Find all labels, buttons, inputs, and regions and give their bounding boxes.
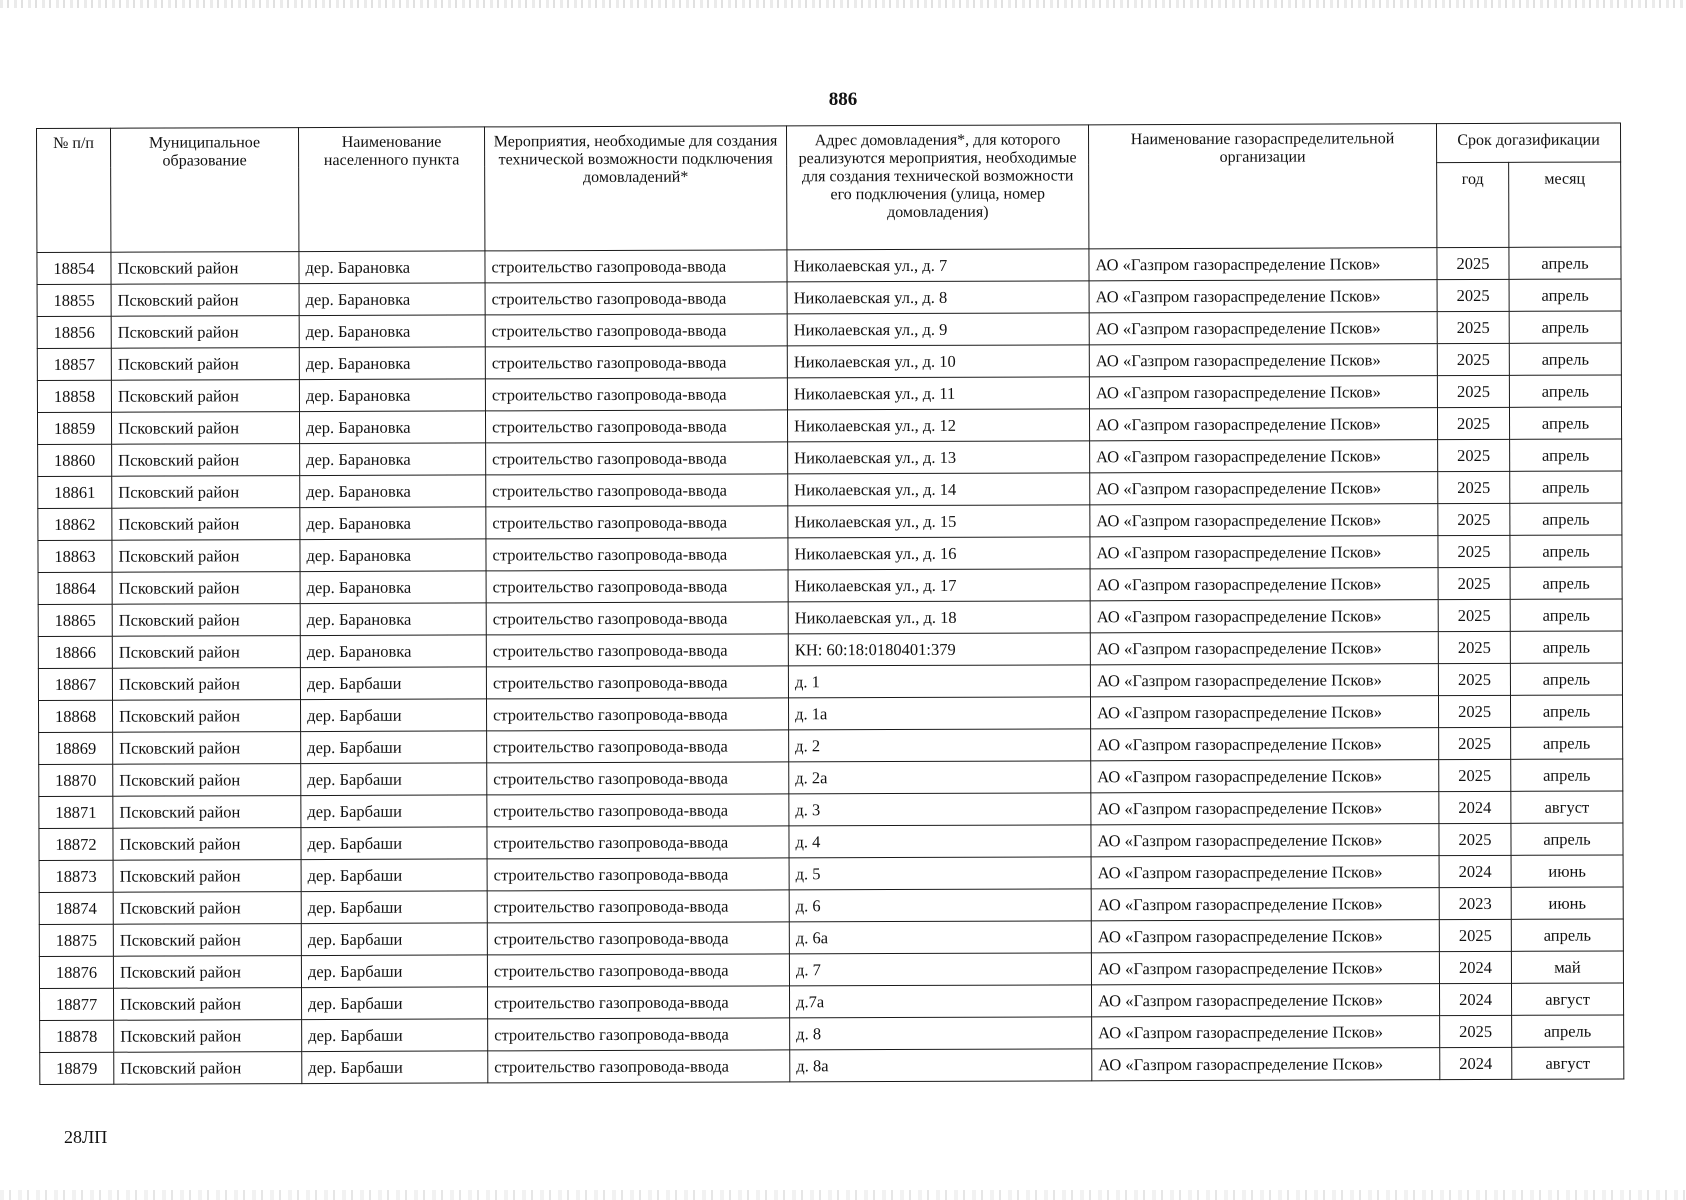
cell-year: 2025 [1437, 311, 1509, 343]
table-body [37, 247, 1624, 1085]
cell-month: август [1512, 1047, 1624, 1079]
cell-settlement: дер. Барбаши [301, 955, 487, 988]
cell-year: 2025 [1437, 279, 1509, 311]
cell-organization: АО «Газпром газораспределение Псков» [1090, 536, 1438, 569]
cell-address: Николаевская ул., д. 10 [787, 345, 1089, 378]
cell-measure: строительство газопровода-ввода [487, 858, 789, 891]
cell-address: д. 1а [788, 697, 1090, 730]
cell-num: 18860 [38, 444, 112, 476]
cell-settlement: дер. Барбаши [302, 987, 488, 1020]
cell-municipality: Псковский район [111, 284, 299, 317]
cell-organization: АО «Газпром газораспределение Псков» [1090, 600, 1438, 633]
cell-measure: строительство газопровода-ввода [485, 378, 787, 411]
cell-measure: строительство газопровода-ввода [486, 570, 788, 603]
cell-measure: строительство газопровода-ввода [485, 282, 787, 315]
cell-month: апрель [1511, 759, 1623, 791]
cell-address: Николаевская ул., д. 7 [787, 249, 1089, 282]
cell-settlement: дер. Барановка [299, 315, 485, 348]
cell-settlement: дер. Барбаши [300, 699, 486, 732]
cell-num: 18873 [39, 860, 113, 892]
cell-settlement: дер. Барановка [300, 571, 486, 604]
cell-month: апрель [1510, 695, 1622, 727]
cell-year: 2024 [1439, 855, 1511, 887]
cell-measure: строительство газопровода-ввода [486, 634, 788, 667]
cell-settlement: дер. Барбаши [301, 827, 487, 860]
cell-measure: строительство газопровода-ввода [487, 826, 789, 859]
header-organization: Наименование газораспределительной организации [1088, 124, 1436, 249]
cell-municipality: Псковский район [113, 956, 301, 989]
cell-num: 18864 [38, 572, 112, 604]
cell-month: апрель [1510, 439, 1622, 471]
cell-municipality: Псковский район [112, 700, 300, 733]
cell-measure: строительство газопровода-ввода [487, 730, 789, 763]
cell-municipality: Псковский район [112, 668, 300, 701]
header-deadline: Срок догазификации [1436, 123, 1620, 163]
cell-measure: строительство газопровода-ввода [486, 538, 788, 571]
cell-num: 18877 [40, 988, 114, 1020]
cell-year: 2023 [1439, 887, 1511, 919]
cell-measure: строительство газопровода-ввода [486, 602, 788, 635]
cell-year: 2024 [1439, 983, 1511, 1015]
cell-settlement: дер. Барбаши [301, 891, 487, 924]
cell-settlement: дер. Барановка [299, 347, 485, 380]
cell-month: апрель [1509, 375, 1621, 407]
cell-year: 2024 [1440, 1047, 1512, 1079]
cell-num: 18861 [38, 476, 112, 508]
cell-measure: строительство газопровода-ввода [486, 698, 788, 731]
cell-municipality: Псковский район [114, 1052, 302, 1085]
cell-month: апрель [1511, 727, 1623, 759]
header-month: месяц [1509, 162, 1621, 247]
cell-month: апрель [1511, 919, 1623, 951]
cell-month: апрель [1509, 247, 1621, 279]
cell-year: 2025 [1438, 439, 1510, 471]
cell-num: 18879 [40, 1052, 114, 1084]
header-address: Адрес домовладения*, для которого реализуются мероприятия, необходимые для создания технической возможности его подключения (улица, номер домовладения) [786, 125, 1088, 250]
cell-address: д. 8а [790, 1049, 1092, 1082]
cell-year: 2024 [1439, 951, 1511, 983]
cell-month: апрель [1510, 631, 1622, 663]
cell-address: д. 8 [790, 1017, 1092, 1050]
cell-organization: АО «Газпром газораспределение Псков» [1091, 792, 1439, 825]
cell-month: июнь [1511, 887, 1623, 919]
cell-organization: АО «Газпром газораспределение Псков» [1090, 664, 1438, 697]
cell-settlement: дер. Барбаши [301, 923, 487, 956]
cell-num: 18857 [37, 348, 111, 380]
cell-municipality: Псковский район [113, 732, 301, 765]
cell-month: апрель [1509, 343, 1621, 375]
cell-address: д. 5 [789, 857, 1091, 890]
cell-measure: строительство газопровода-ввода [485, 410, 787, 443]
cell-month: апрель [1510, 663, 1622, 695]
cell-year: 2025 [1437, 247, 1509, 279]
cell-measure: строительство газопровода-ввода [486, 474, 788, 507]
cell-year: 2025 [1437, 407, 1509, 439]
cell-municipality: Псковский район [112, 572, 300, 605]
cell-organization: АО «Газпром газораспределение Псков» [1089, 344, 1437, 377]
cell-settlement: дер. Барановка [300, 507, 486, 540]
cell-organization: АО «Газпром газораспределение Псков» [1090, 504, 1438, 537]
cell-municipality: Псковский район [111, 380, 299, 413]
cell-year: 2025 [1438, 471, 1510, 503]
cell-organization: АО «Газпром газораспределение Псков» [1091, 856, 1439, 889]
header-num: № п/п [37, 128, 111, 252]
cell-num: 18876 [39, 956, 113, 988]
cell-num: 18870 [39, 764, 113, 796]
cell-organization: АО «Газпром газораспределение Псков» [1091, 952, 1439, 985]
cell-address: д.7а [789, 985, 1091, 1018]
cell-municipality: Псковский район [113, 860, 301, 893]
cell-municipality: Псковский район [112, 508, 300, 541]
cell-organization: АО «Газпром газораспределение Псков» [1091, 888, 1439, 921]
cell-municipality: Псковский район [113, 796, 301, 829]
cell-measure: строительство газопровода-ввода [485, 346, 787, 379]
cell-settlement: дер. Барбаши [301, 763, 487, 796]
table-header-row [37, 123, 1621, 168]
cell-measure: строительство газопровода-ввода [487, 794, 789, 827]
header-municipality: Муниципальное образование [111, 128, 299, 253]
cell-address: д. 7 [789, 953, 1091, 986]
cell-settlement: дер. Барановка [300, 443, 486, 476]
cell-year: 2025 [1438, 599, 1510, 631]
cell-measure: строительство газопровода-ввода [487, 890, 789, 923]
cell-year: 2025 [1438, 567, 1510, 599]
cell-organization: АО «Газпром газораспределение Псков» [1089, 376, 1437, 409]
cell-month: апрель [1510, 567, 1622, 599]
cell-measure: строительство газопровода-ввода [486, 666, 788, 699]
cell-organization: АО «Газпром газораспределение Псков» [1089, 248, 1437, 281]
cell-organization: АО «Газпром газораспределение Псков» [1089, 408, 1437, 441]
cell-measure: строительство газопровода-ввода [488, 1050, 790, 1083]
cell-num: 18854 [37, 252, 111, 284]
cell-address: Николаевская ул., д. 13 [788, 441, 1090, 474]
page-number: 886 [828, 89, 858, 110]
cell-address: КН: 60:18:0180401:379 [788, 633, 1090, 666]
cell-organization: АО «Газпром газораспределение Псков» [1091, 824, 1439, 857]
cell-address: Николаевская ул., д. 12 [787, 409, 1089, 442]
cell-settlement: дер. Барановка [300, 635, 486, 668]
cell-month: август [1511, 983, 1623, 1015]
cell-address: Николаевская ул., д. 15 [788, 505, 1090, 538]
cell-organization: АО «Газпром газораспределение Псков» [1090, 632, 1438, 665]
cell-month: июнь [1511, 855, 1623, 887]
cell-num: 18875 [39, 924, 113, 956]
cell-settlement: дер. Барбаши [302, 1019, 488, 1052]
scan-edge-top [0, 0, 1686, 8]
cell-num: 18874 [39, 892, 113, 924]
cell-year: 2025 [1439, 759, 1511, 791]
cell-organization: АО «Газпром газораспределение Псков» [1089, 280, 1437, 313]
cell-month: апрель [1509, 311, 1621, 343]
cell-year: 2025 [1439, 727, 1511, 759]
cell-organization: АО «Газпром газораспределение Псков» [1090, 696, 1438, 729]
cell-address: Николаевская ул., д. 17 [788, 569, 1090, 602]
cell-num: 18867 [38, 668, 112, 700]
cell-organization: АО «Газпром газораспределение Псков» [1092, 1016, 1440, 1049]
cell-num: 18868 [38, 700, 112, 732]
cell-address: Николаевская ул., д. 14 [788, 473, 1090, 506]
cell-address: Николаевская ул., д. 8 [787, 281, 1089, 314]
cell-num: 18869 [39, 732, 113, 764]
cell-organization: АО «Газпром газораспределение Псков» [1090, 568, 1438, 601]
cell-num: 18855 [37, 284, 111, 316]
cell-municipality: Псковский район [113, 764, 301, 797]
cell-month: апрель [1510, 471, 1622, 503]
table-row [40, 1047, 1624, 1085]
cell-year: 2025 [1438, 535, 1510, 567]
cell-settlement: дер. Барановка [300, 603, 486, 636]
cell-municipality: Псковский район [112, 540, 300, 573]
cell-municipality: Псковский район [114, 1020, 302, 1053]
cell-address: д. 6а [789, 921, 1091, 954]
cell-year: 2025 [1439, 823, 1511, 855]
cell-organization: АО «Газпром газораспределение Псков» [1092, 1048, 1440, 1081]
cell-organization: АО «Газпром газораспределение Псков» [1091, 760, 1439, 793]
gasification-table [36, 122, 1624, 1085]
cell-settlement: дер. Барановка [300, 539, 486, 572]
cell-settlement: дер. Барановка [299, 379, 485, 412]
cell-num: 18858 [37, 380, 111, 412]
cell-organization: АО «Газпром газораспределение Псков» [1091, 920, 1439, 953]
cell-municipality: Псковский район [112, 636, 300, 669]
header-settlement: Наименование населенного пункта [299, 127, 485, 252]
cell-settlement: дер. Барбаши [300, 667, 486, 700]
cell-address: д. 1 [788, 665, 1090, 698]
cell-year: 2025 [1440, 1015, 1512, 1047]
cell-num: 18863 [38, 540, 112, 572]
cell-organization: АО «Газпром газораспределение Псков» [1089, 312, 1437, 345]
cell-municipality: Псковский район [114, 988, 302, 1021]
cell-measure: строительство газопровода-ввода [487, 954, 789, 987]
cell-month: апрель [1509, 407, 1621, 439]
cell-month: апрель [1509, 279, 1621, 311]
cell-address: Николаевская ул., д. 18 [788, 601, 1090, 634]
header-year: год [1437, 162, 1509, 247]
cell-address: д. 3 [789, 793, 1091, 826]
cell-organization: АО «Газпром газораспределение Псков» [1091, 984, 1439, 1017]
header-measures: Мероприятия, необходимые для создания технической возможности подключения домовладений* [484, 126, 786, 251]
cell-measure: строительство газопровода-ввода [488, 1018, 790, 1051]
cell-organization: АО «Газпром газораспределение Псков» [1091, 728, 1439, 761]
cell-settlement: дер. Барбаши [302, 1051, 488, 1084]
cell-month: август [1511, 791, 1623, 823]
cell-measure: строительство газопровода-ввода [487, 762, 789, 795]
cell-organization: АО «Газпром газораспределение Псков» [1090, 440, 1438, 473]
cell-organization: АО «Газпром газораспределение Псков» [1090, 472, 1438, 505]
cell-municipality: Псковский район [111, 252, 299, 285]
cell-num: 18866 [38, 636, 112, 668]
cell-measure: строительство газопровода-ввода [486, 506, 788, 539]
cell-num: 18865 [38, 604, 112, 636]
cell-address: д. 2 [789, 729, 1091, 762]
cell-year: 2025 [1438, 663, 1510, 695]
cell-year: 2025 [1437, 375, 1509, 407]
cell-settlement: дер. Барановка [299, 283, 485, 316]
cell-year: 2024 [1439, 791, 1511, 823]
cell-year: 2025 [1438, 503, 1510, 535]
cell-measure: строительство газопровода-ввода [486, 442, 788, 475]
cell-year: 2025 [1438, 695, 1510, 727]
cell-num: 18859 [37, 412, 111, 444]
cell-num: 18856 [37, 316, 111, 348]
cell-municipality: Псковский район [111, 348, 299, 381]
cell-municipality: Псковский район [112, 444, 300, 477]
cell-municipality: Псковский район [113, 924, 301, 957]
cell-num: 18878 [40, 1020, 114, 1052]
cell-address: Николаевская ул., д. 16 [788, 537, 1090, 570]
cell-settlement: дер. Барбаши [301, 795, 487, 828]
cell-municipality: Псковский район [113, 828, 301, 861]
cell-municipality: Псковский район [111, 316, 299, 349]
cell-municipality: Псковский район [112, 476, 300, 509]
cell-num: 18871 [39, 796, 113, 828]
cell-address: Николаевская ул., д. 11 [787, 377, 1089, 410]
cell-municipality: Псковский район [113, 892, 301, 925]
cell-settlement: дер. Барановка [300, 475, 486, 508]
cell-settlement: дер. Барбаши [301, 859, 487, 892]
footer-code: 28ЛП [64, 1127, 108, 1147]
cell-num: 18872 [39, 828, 113, 860]
cell-measure: строительство газопровода-ввода [485, 250, 787, 283]
cell-settlement: дер. Барановка [299, 251, 485, 284]
cell-settlement: дер. Барбаши [301, 731, 487, 764]
cell-year: 2025 [1438, 631, 1510, 663]
scan-edge-bottom [0, 1190, 1686, 1200]
cell-month: апрель [1512, 1015, 1624, 1047]
cell-address: д. 6 [789, 889, 1091, 922]
cell-num: 18862 [38, 508, 112, 540]
cell-settlement: дер. Барановка [299, 411, 485, 444]
cell-municipality: Псковский район [112, 604, 300, 637]
cell-month: апрель [1510, 503, 1622, 535]
cell-month: апрель [1511, 823, 1623, 855]
cell-year: 2025 [1439, 919, 1511, 951]
cell-municipality: Псковский район [111, 412, 299, 445]
cell-month: апрель [1510, 535, 1622, 567]
cell-address: д. 2а [789, 761, 1091, 794]
cell-month: апрель [1510, 599, 1622, 631]
cell-measure: строительство газопровода-ввода [488, 986, 790, 1019]
cell-address: Николаевская ул., д. 9 [787, 313, 1089, 346]
cell-month: май [1511, 951, 1623, 983]
cell-year: 2025 [1437, 343, 1509, 375]
cell-measure: строительство газопровода-ввода [487, 922, 789, 955]
cell-measure: строительство газопровода-ввода [485, 314, 787, 347]
cell-address: д. 4 [789, 825, 1091, 858]
